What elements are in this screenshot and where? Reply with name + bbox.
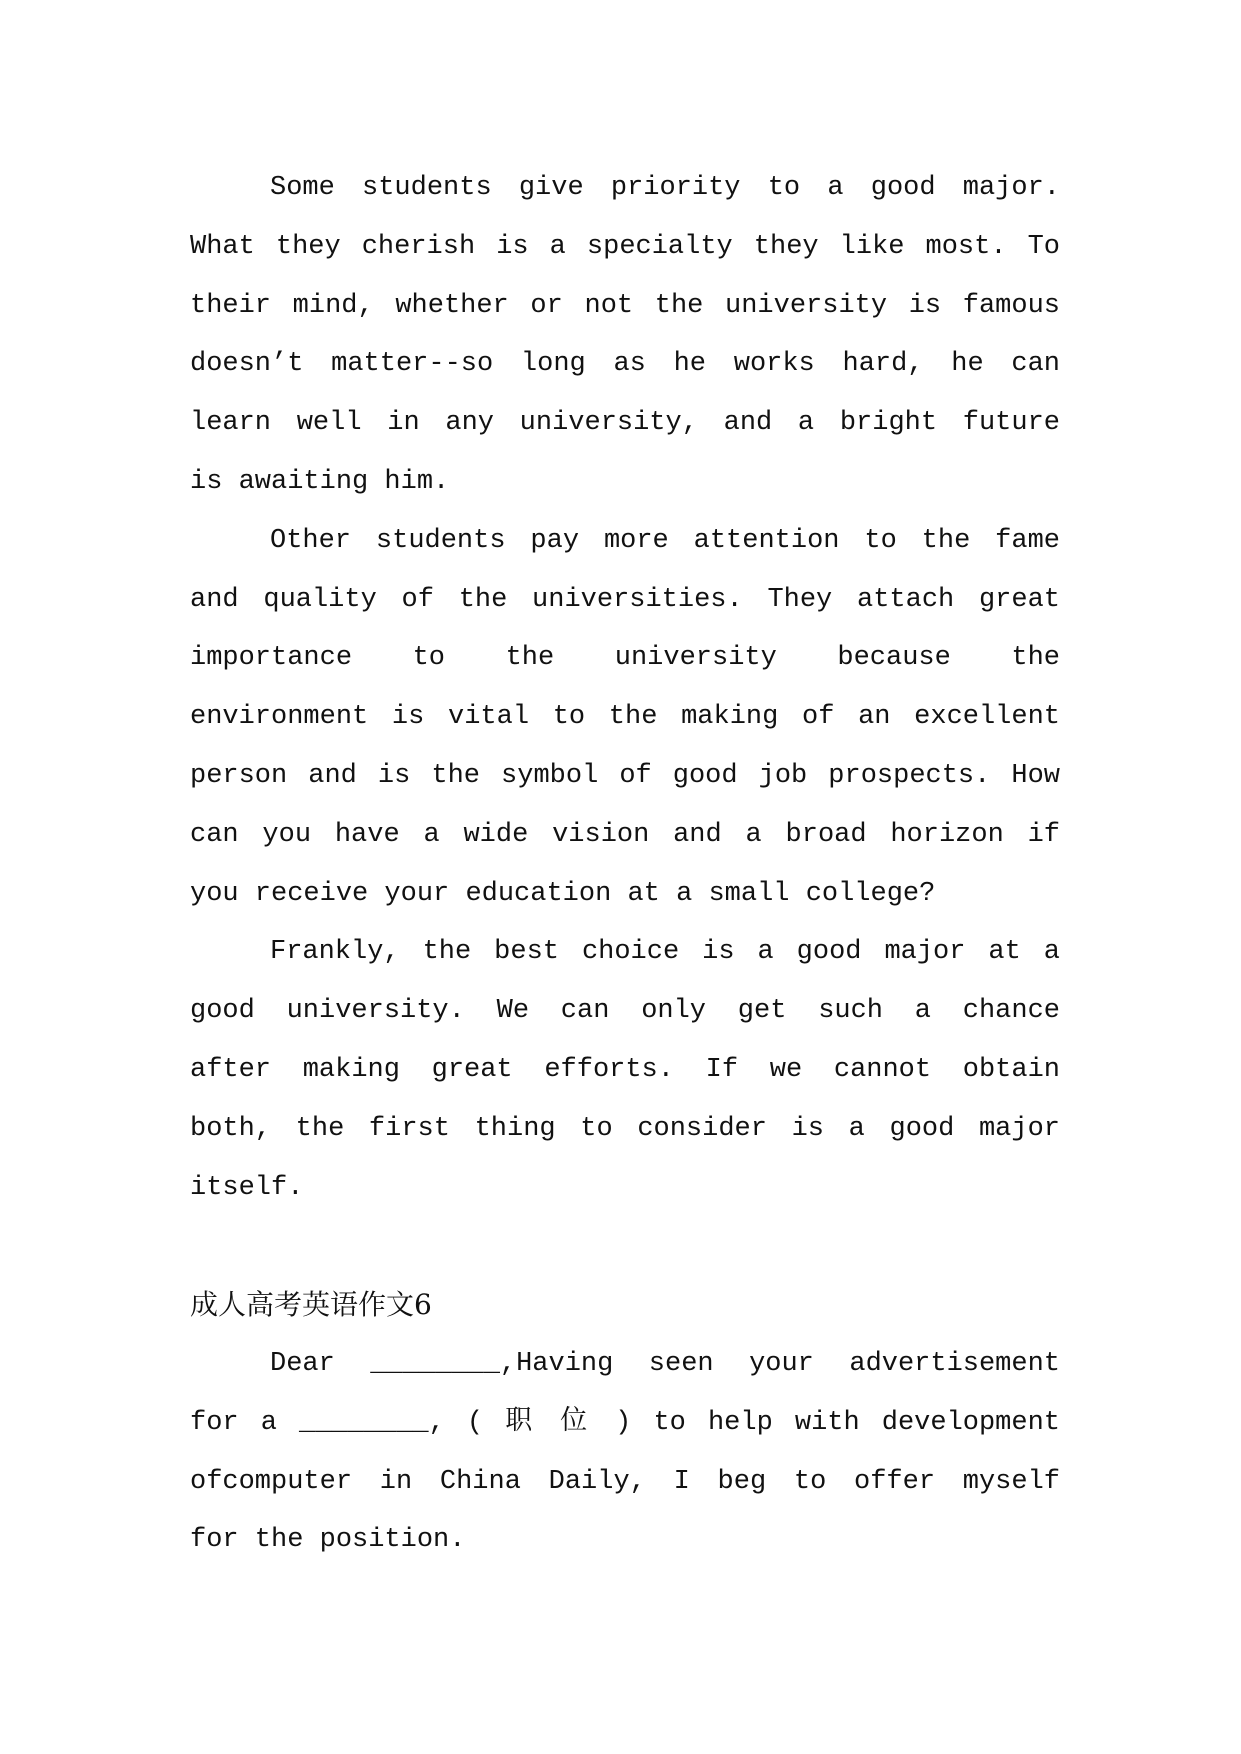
paragraph-1: [190, 159, 1060, 512]
text-line: Other students pay more attention to the fame: [270, 525, 1060, 556]
text-line: for the position.: [190, 1525, 466, 1556]
text-line: itself.: [190, 1172, 304, 1203]
text-line: person and is the symbol of good job prospects. How: [190, 760, 1060, 791]
text-line: you receive your education at a small college?: [190, 878, 936, 909]
blank-line: [190, 1217, 1060, 1276]
text-line: after making great efforts. If we cannot obtain: [190, 1054, 1060, 1085]
text-line: can you have a wide vision and a broad horizon if: [190, 819, 1060, 850]
text-line: Dear ________,Having seen your advertisement: [270, 1348, 1060, 1379]
paragraph-3: [190, 923, 1060, 1217]
text-line: for a ________, ( 职 位 ) to help with development: [190, 1407, 1060, 1438]
document-page: [190, 159, 1060, 1570]
text-line: and quality of the universities. They attach great: [190, 584, 1060, 615]
text-line: environment is vital to the making of an excellent: [190, 702, 1060, 733]
text-line: What they cherish is a specialty they like most. To: [190, 231, 1060, 262]
text-line: their mind, whether or not the university is famous: [190, 290, 1060, 321]
text-line: good university. We can only get such a chance: [190, 996, 1060, 1027]
text-line: Frankly, the best choice is a good major at a: [270, 937, 1060, 968]
text-line: is awaiting him.: [190, 466, 450, 497]
text-line: Some students give priority to a good major.: [270, 173, 1060, 203]
text-line: doesn’t matter--so long as he works hard, he can: [190, 349, 1060, 380]
text-line: ofcomputer in China Daily, I beg to offer myself: [190, 1466, 1060, 1497]
letter-paragraph: [190, 1335, 1060, 1570]
section-heading: 成人高考英语作文6: [190, 1288, 432, 1322]
text-line: importance to the university because the: [190, 643, 1060, 674]
text-line: learn well in any university, and a bright future: [190, 408, 1060, 439]
paragraph-2: [190, 512, 1060, 924]
text-line: both, the first thing to consider is a good major: [190, 1113, 1060, 1144]
